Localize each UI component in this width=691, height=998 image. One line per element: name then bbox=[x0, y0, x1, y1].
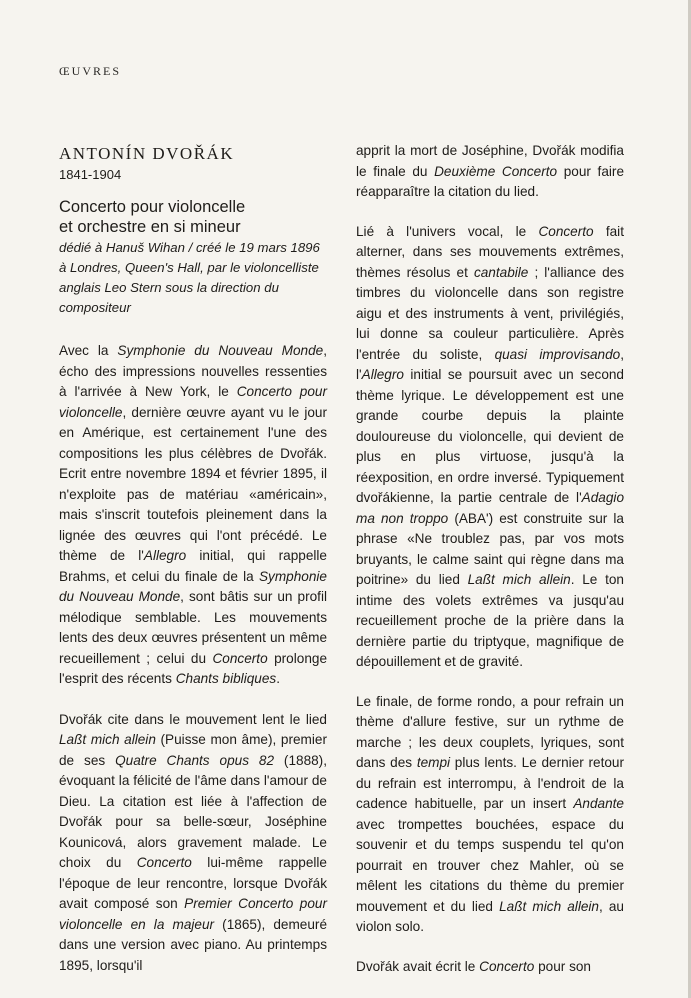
paragraph-lied-citation: Dvořák cite dans le mouvement lent le lied Laßt mich allein (Puisse mon âme), premier de ses Quatre Chants opus 82 (1888), évoquant la félicité de l'âme dans l'amour de Dieu. La citation est liée à l'affection de Dvořák pour sa belle-sœur, Joséphine Kounicová, alors gravement malade. Le choix du Concerto lui-même rappelle l'époque de leur rencontre, lorsque Dvořák avait composé son Premier Concerto pour violoncelle en la majeur (1865), demeuré dans une version avec piano. Au printemps 1895, lorsqu'il bbox=[59, 711, 328, 973]
work-title bbox=[59, 197, 327, 237]
section-label: ŒUVRES bbox=[59, 64, 122, 78]
paragraph-univers-vocal: Lié à l'univers vocal, le Concerto fait alterner, dans ses mouvements extrêmes, thèmes résolus et cantabile ; l'alliance des timbres du violoncelle dans son registre aigu et des instruments à vent, privilégiés, lui donne sa couleur particulière. Après l'entrée du soliste, quasi improvisando, l'Allegro initial se poursuit avec un second thème lyrique. Le développement est une grande courbe depuis la plainte douloureuse du violoncelle, qui devient de plus en plus virtuose, jusqu'à la réexposition, en ordre inversé. Typiquement dvořákienne, la partie centrale de l'Adagio ma non troppo (ABA') est construite sur la phrase «Ne troublez pas, par vos mots bruyants, le calme saint qui règne dans ma poitrine» du lied Laßt mich allein. Le ton intime des volets extrêmes va jusqu'au recueillement proche de la prière dans la dernière partie du triptyque, magnifique de dépouillement et de gravité. bbox=[356, 223, 625, 669]
paragraph-finale-modification: apprit la mort de Joséphine, Dvořák modifia le finale du Deuxième Concerto pour faire réapparaître la citation du lied. bbox=[356, 143, 625, 199]
paragraph-finale-rondo: Le finale, de forme rondo, a pour refrain un thème d'allure festive, sur un rythme de marche ; les deux couplets, lyriques, sont dans des tempi plus lents. Le dernier retour du refrain est interrompu, à l'endroit de la cadence habituelle, par un insert Andante avec trompettes bouchées, espace du souvenir et du temps suspendu tel qu'on pourrait en trouver chez Mahler, où se mêlent les citations du thème du premier mouvement et du lied Laßt mich allein, au violon solo. bbox=[356, 693, 625, 934]
left-column bbox=[59, 143, 327, 996]
paragraph-symphonie: Avec la Symphonie du Nouveau Monde, écho des impressions nouvelles ressenties à l'arrivée à New York, le Concerto pour violoncelle, dernière œuvre ayant vu le jour en Amérique, est certainement l'une des compositions les plus célèbres de Dvořák. Ecrit entre novembre 1894 et février 1895, il n'exploite pas de matériau «américain», mais s'inscrit toutefois pleinement dans la lignée des œuvres qui l'ont précédé. Le thème de l'Allegro initial, qui rappelle Brahms, et celui du finale de la Symphonie du Nouveau Monde, sont bâtis sur un profil mélodique semblable. Les mouvements lents des deux œuvres présentent un même recueillement ; celui du Concerto prolonge l'esprit des récents Chants bibliques. bbox=[59, 343, 328, 686]
composer-name: ANTONÍN DVOŘÁK bbox=[59, 144, 235, 163]
paragraph-continuation: Dvořák avait écrit le Concerto pour son bbox=[356, 958, 591, 974]
composer-dates: 1841-1904 bbox=[59, 167, 122, 182]
work-dedication: dédié à Hanuš Wihan / créé le 19 mars 1896 à Londres, Queen's Hall, par le violoncelliste anglais Leo Stern sous la direction du compositeur bbox=[59, 240, 320, 315]
work-title-line-1: Concerto pour violoncelle bbox=[59, 198, 246, 216]
work-title-line-2: et orchestre en si mineur bbox=[59, 218, 241, 236]
right-column bbox=[356, 141, 624, 996]
